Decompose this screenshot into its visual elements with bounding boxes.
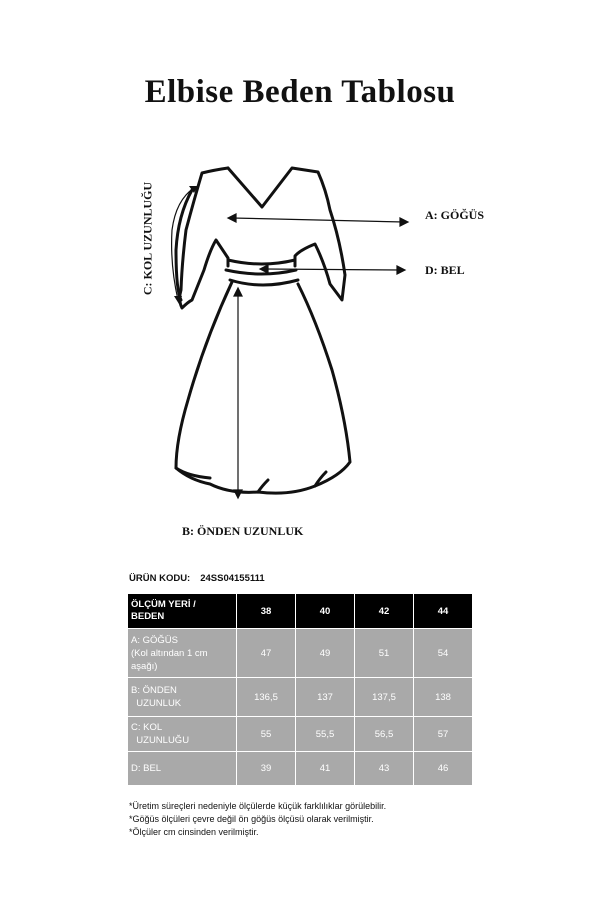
footnote: *Ölçüler cm cinsinden verilmiştir.: [129, 827, 259, 837]
bust-arrow-head-left: [228, 214, 236, 222]
waist-arrow-head-right: [397, 266, 405, 274]
row-label: [128, 629, 237, 678]
row-label: D: BEL: [128, 752, 237, 786]
table-cell: 41: [296, 752, 355, 786]
table-cell: 54: [414, 629, 473, 678]
header-size-cell: 40: [296, 594, 355, 629]
label-sleeve-length: C: KOL UZUNLUĞU: [140, 181, 155, 296]
dress-skirt-outline: [176, 282, 350, 493]
table-cell: 47: [237, 629, 296, 678]
table-cell: 57: [414, 717, 473, 752]
dress-left-side-outline: [180, 168, 228, 308]
dress-bodice-outline: [228, 168, 345, 300]
table-row: [128, 678, 473, 717]
header-size-cell: 42: [355, 594, 414, 629]
row-label-line: aşağı): [131, 660, 158, 672]
table-cell: 137,5: [355, 678, 414, 717]
footnotes: [129, 800, 386, 839]
footnote: *Üretim süreçleri nedeniyle ölçülerde küçük farklılıklar görülebilir.: [129, 801, 387, 811]
header-measure-cell: [128, 594, 237, 629]
table-cell: 137: [296, 678, 355, 717]
table-cell: 49: [296, 629, 355, 678]
table-header-row: [128, 594, 473, 629]
row-label-line: UZUNLUĞU: [136, 735, 190, 746]
table-cell: 55,5: [296, 717, 355, 752]
row-label-line: UZUNLUK: [136, 698, 182, 709]
page-title: Elbise Beden Tablosu: [144, 74, 456, 110]
table-cell: 136,5: [237, 678, 296, 717]
table-cell: 138: [414, 678, 473, 717]
row-label: [128, 678, 237, 717]
dress-waist-band: [226, 260, 298, 285]
waist-arrow: [264, 269, 401, 270]
header-measure-line2: BEDEN: [131, 611, 165, 622]
bust-arrow: [232, 218, 404, 222]
table-cell: 51: [355, 629, 414, 678]
row-label-line: C: KOL: [131, 722, 163, 733]
table-cell: 46: [414, 752, 473, 786]
length-arrow-head-top: [234, 288, 242, 296]
row-label-line: (Kol altından 1 cm: [131, 647, 208, 659]
bust-arrow-head-right: [400, 218, 408, 226]
table-cell: 55: [237, 717, 296, 752]
row-label: [128, 717, 237, 752]
product-code: [129, 573, 265, 584]
table-row: [128, 629, 473, 678]
waist-arrow-head-left: [260, 265, 268, 273]
length-arrow-head-bottom: [234, 490, 242, 498]
label-waist: D: BEL: [425, 263, 465, 277]
size-table: [127, 593, 473, 786]
header-size-cell: 44: [414, 594, 473, 629]
row-label-line: A: GÖĞÜS: [131, 634, 178, 646]
label-front-length: B: ÖNDEN UZUNLUK: [182, 524, 304, 538]
header-measure-line1: ÖLÇÜM YERİ /: [131, 599, 196, 610]
header-size-cell: 38: [237, 594, 296, 629]
table-row: [128, 752, 473, 786]
footnote: *Göğüs ölçüleri çevre değil ön göğüs ölçüsü olarak verilmiştir.: [129, 814, 374, 824]
label-bust: A: GÖĞÜS: [425, 208, 485, 222]
table-cell: 43: [355, 752, 414, 786]
table-row: [128, 717, 473, 752]
product-code-value: 24SS04155111: [200, 573, 265, 584]
row-label-line: B: ÖNDEN: [131, 685, 177, 696]
table-cell: 56,5: [355, 717, 414, 752]
product-code-label: ÜRÜN KODU:: [129, 573, 191, 584]
table-cell: 39: [237, 752, 296, 786]
